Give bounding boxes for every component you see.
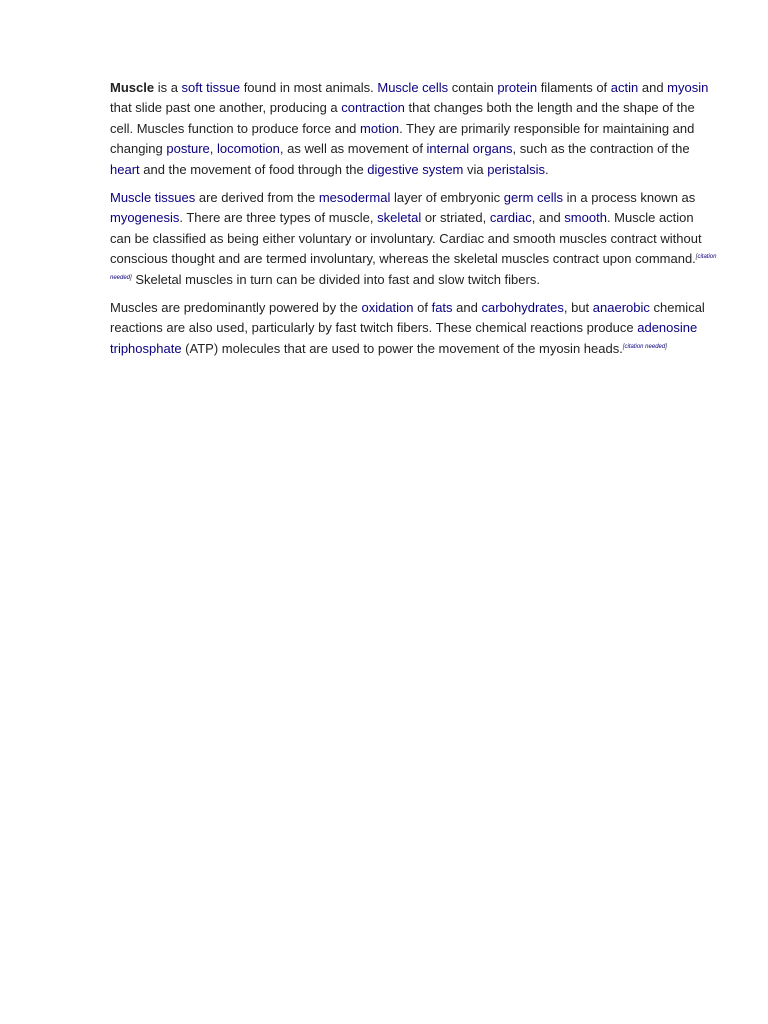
text: found in most animals. [240, 80, 378, 95]
text: . Muscle action can be classified as being either voluntary or involuntary. Cardiac and smooth muscles contract without conscious thought and are termed involuntary, whereas the skeletal muscles contract upon command. [110, 210, 702, 267]
bracket: [ [622, 343, 625, 350]
text: , as well as movement of [279, 141, 427, 157]
bracket: ] [665, 343, 667, 350]
link-contraction[interactable]: contraction [341, 100, 405, 116]
link-carbohydrates[interactable]: carbohydrates [481, 300, 564, 316]
link-myosin[interactable]: myosin [667, 80, 709, 95]
link-muscle-tissues[interactable]: Muscle tissues [110, 190, 196, 206]
citation-needed [623, 344, 667, 350]
text: . There are three types of muscle, [179, 210, 378, 226]
text: that slide past one another, producing a [110, 100, 342, 116]
link-germ-cells[interactable]: germ cells [503, 190, 564, 206]
link-motion[interactable]: motion [360, 120, 400, 136]
text: Muscles are predominantly powered by the [110, 300, 362, 316]
text: in a process known as [563, 190, 696, 206]
text: or striated, [421, 210, 490, 226]
text: contain [448, 80, 498, 95]
link-actin[interactable]: actin [610, 80, 639, 95]
text: Skeletal muscles in turn can be divided into fast and slow twitch fibers. [131, 271, 540, 287]
text: of [413, 300, 432, 316]
link-skeletal[interactable]: skeletal [377, 210, 422, 226]
text: , such as the contraction of the [512, 141, 690, 157]
link-heart[interactable]: heart [110, 161, 140, 177]
text: are derived from the [195, 190, 319, 206]
link-mesodermal[interactable]: mesodermal [318, 190, 391, 206]
link-oxidation[interactable]: oxidation [361, 300, 414, 316]
text: . They are primarily responsible for maintaining and changing [110, 120, 695, 157]
link-locomotion[interactable]: locomotion [217, 141, 280, 157]
text: that changes both the length and the shape of the cell. Muscles function to produce force and [110, 100, 695, 136]
text: chemical reactions are also used, particularly by fast twitch fibers. These chemical reactions produce [110, 300, 705, 336]
paragraph-intro [110, 78, 718, 180]
text: and [638, 80, 668, 95]
text: and the movement of food through the [139, 161, 368, 177]
link-anaerobic[interactable]: anaerobic [592, 300, 650, 316]
link-smooth[interactable]: smooth [564, 210, 607, 226]
text: is a [154, 80, 182, 95]
link-fats[interactable]: fats [431, 300, 453, 316]
link-peristalsis[interactable]: peristalsis [487, 161, 546, 177]
paragraph-types [110, 188, 718, 290]
text: filaments of [537, 80, 611, 95]
link-soft-tissue[interactable]: soft tissue [181, 80, 241, 95]
link-posture[interactable]: posture [166, 141, 210, 157]
text: via [463, 161, 488, 177]
text: (ATP) molecules that are used to power the movement of the myosin heads. [181, 340, 623, 356]
text: , and [531, 210, 565, 226]
paragraph-energy [110, 298, 718, 359]
bracket: ] [130, 274, 132, 281]
link-internal-organs[interactable]: internal organs [426, 141, 513, 157]
link-muscle-cells[interactable]: Muscle cells [377, 80, 449, 95]
text: and [452, 300, 482, 316]
link-citation-needed[interactable]: citation needed [110, 254, 717, 281]
link-citation-needed[interactable]: citation needed [624, 343, 666, 350]
link-digestive-system[interactable]: digestive system [367, 161, 464, 177]
link-adenosine-triphosphate[interactable]: adenosine triphosphate [110, 320, 698, 356]
bracket: [ [695, 254, 698, 261]
text: , but [563, 300, 593, 316]
article-subject: Muscle [110, 80, 155, 95]
text: , [209, 141, 217, 157]
link-protein[interactable]: protein [497, 80, 538, 95]
article-body [110, 78, 718, 367]
text: . [545, 161, 549, 177]
link-myogenesis[interactable]: myogenesis [110, 210, 180, 226]
link-cardiac[interactable]: cardiac [489, 210, 532, 226]
text: layer of embryonic [390, 190, 504, 206]
